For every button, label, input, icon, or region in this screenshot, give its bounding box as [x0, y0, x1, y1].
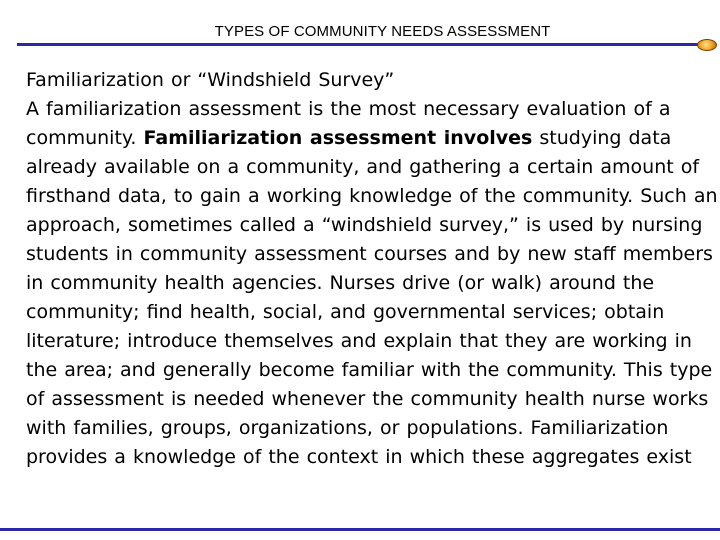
title-divider-bar — [17, 43, 705, 46]
section-heading: Familiarization or “Windshield Survey” — [26, 69, 395, 91]
bullet-icon — [697, 39, 717, 51]
body-paragraph — [26, 95, 720, 472]
paragraph-rest: studying data already available on a community, and gathering a certain amount of firsthand data, to gain a working knowledge of the community. Such an approach, sometimes called a “windshield survey,” is used by nursing students in community assessment courses and by new staff members in community health agencies. Nurses drive (or walk) around the community; find health, social, and governmental services; obtain literature; introduce themselves and explain that they are working in the area; and generally become familiar with the community. This type of assessment is needed whenever the community health nurse works with families, groups, organizations, or populations. Familiarization provides a knowledge of the context in which these aggregates exist — [26, 127, 718, 468]
slide-title: TYPES OF COMMUNITY NEEDS ASSESSMENT — [214, 23, 551, 40]
slide-body — [26, 66, 720, 472]
title-divider — [17, 42, 705, 47]
paragraph-emphasis: Familiarization assessment involves — [143, 127, 533, 149]
bottom-divider — [0, 528, 720, 531]
paragraph-intro: A familiarization assessment is the most necessary evaluation of a community. — [26, 98, 671, 149]
